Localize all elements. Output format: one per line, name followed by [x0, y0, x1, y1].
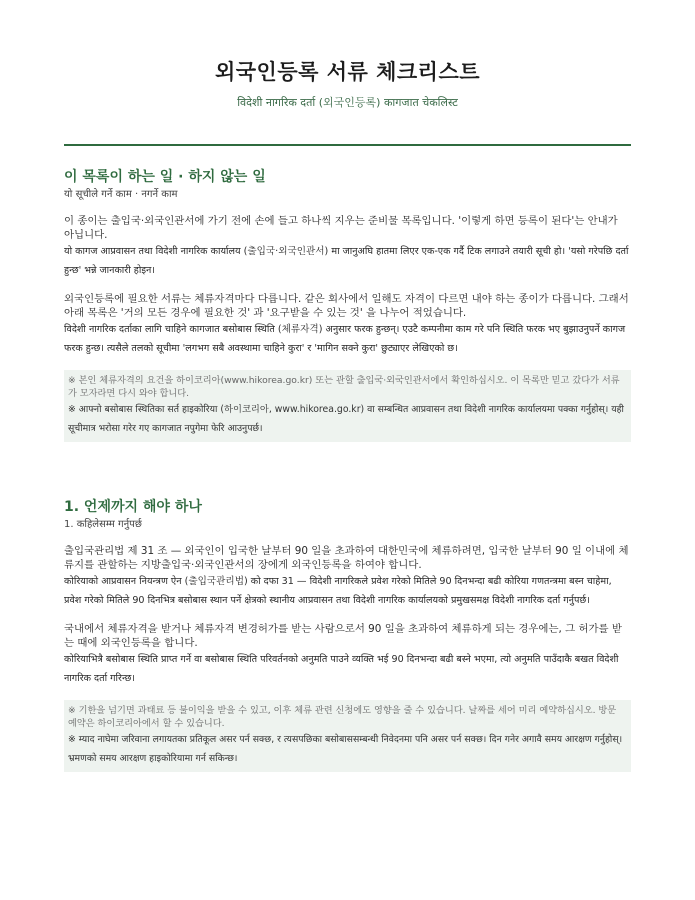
- document-header: [64, 0, 631, 110]
- paragraph-nepali: यो कागज आप्रवासन तथा विदेशी नागरिक कार्यालय (출입국·외국인관서) मा जानुअघि हातमा लिएर एक-एक गर्दै टिक लगाउने तयारी सूची हो। 'यसो गरेपछि दर्ता हुन्छ' भन्ने जानकारी होइन।: [64, 246, 629, 276]
- section-heading: 이 목록이 하는 일 · 하지 않는 일: [64, 169, 266, 185]
- note-nepali: ※ म्याद नाघेमा जरिवाना लगायतका प्रतिकूल असर पर्न सक्छ, र त्यसपछिका बसोबाससम्बन्धी निवेदनमा पनि असर पर्न सक्छ। दिन गनेर अगावै समय आरक्षण गर्नुहोस्। भ्रमणको समय आरक्षण हाइकोरियामा गर्न सकिन्छ।: [68, 734, 623, 764]
- section-scope: [64, 168, 631, 442]
- paragraph: [64, 214, 631, 280]
- note-korean: ※ 기한을 넘기면 과태료 등 불이익을 받을 수 있고, 이후 체류 관련 신청에도 영향을 줄 수 있습니다. 날짜를 세어 미리 예약하십시오. 방문 예약은 하이코리아에서 할 수 있습니다.: [68, 705, 617, 729]
- note-box: [64, 700, 631, 772]
- header-divider: [64, 144, 631, 146]
- paragraph: [64, 292, 631, 358]
- paragraph-nepali: विदेशी नागरिक दर्ताका लागि चाहिने कागजात बसोबास स्थिति (체류자격) अनुसार फरक हुन्छन्। एउटै कम्पनीमा काम गरे पनि स्थिति फरक भए बुझाउनुपर्ने कागज फरक हुन्छ। त्यसैले तलको सूचीमा 'लगभग सबै अवस्थामा चाहिने कुरा' र 'मागिन सक्ने कुरा' छुट्याएर लेखिएको छ।: [64, 324, 626, 354]
- note-korean: ※ 본인 체류자격의 요건을 하이코리아(www.hikorea.go.kr) 또는 관할 출입국·외국인관서에서 확인하십시오. 이 목록만 믿고 갔다가 서류가 모자라면 다시 와야 합니다.: [68, 375, 620, 399]
- paragraph: [64, 622, 631, 688]
- note-box: [64, 370, 631, 442]
- paragraph-korean: 국내에서 체류자격을 받거나 체류자격 변경허가를 받는 사람으로서 90 일을 초과하여 체류하게 되는 경우에는, 그 허가를 받는 때에 외국인등록을 합니다.: [64, 623, 622, 649]
- paragraph: [64, 544, 631, 610]
- paragraph-nepali: कोरियाभित्रै बसोबास स्थिति प्राप्त गर्ने वा बसोबास स्थिति परिवर्तनको अनुमति पाउने व्यक्ति भई 90 दिनभन्दा बढी बस्ने भएमा, त्यो अनुमति पाउँदाकै बखत विदेशी नागरिक दर्ता गरिन्छ।: [64, 654, 619, 684]
- paragraph-korean: 이 종이는 출입국·외국인관서에 가기 전에 손에 들고 하나씩 지우는 준비물 목록입니다. '이렇게 하면 등록이 된다'는 안내가 아닙니다.: [64, 215, 618, 241]
- section-subheading: 1. कहिलेसम्म गर्नुपर्छ: [64, 519, 142, 530]
- paragraph-korean: 출입국관리법 제 31 조 — 외국인이 입국한 날부터 90 일을 초과하여 대한민국에 체류하려면, 입국한 날부터 90 일 이내에 체류지를 관할하는 지방출입국·외국인관서의 장에게 외국인등록을 하여야 합니다.: [64, 545, 629, 571]
- paragraph-nepali: कोरियाको आप्रवासन नियन्त्रण ऐन (출입국관리법) को दफा 31 — विदेशी नागरिकले प्रवेश गरेको मितिले 90 दिनभन्दा बढी कोरिया गणतन्त्रमा बस्न चाहेमा, प्रवेश गरेको मितिले 90 दिनभित्र बसोबास स्थान पर्ने क्षेत्रको स्थानीय आप्रवासन तथा विदेशी नागरिक कार्यालयको प्रमुखसमक्ष विदेशी नागरिक दर्ता गर्नुपर्छ।: [64, 576, 612, 606]
- page-subtitle: विदेशी नागरिक दर्ता (외국인등록) कागजात चेकलिस्ट: [237, 96, 458, 109]
- section-subheading: यो सूचीले गर्ने काम · नगर्ने काम: [64, 189, 178, 200]
- note-nepali: ※ आफ्नो बसोबास स्थितिका सर्त हाइकोरिया (하이코리아, www.hikorea.go.kr) वा सम्बन्धित आप्रवासन तथा विदेशी नागरिक कार्यालयमा पक्का गर्नुहोस्। यही सूचीमात्र भरोसा गरेर गए कागजात नपुगेमा फेरि आउनुपर्छ।: [68, 404, 624, 434]
- section-deadline: [64, 498, 631, 772]
- page-title: 외국인등록 서류 체크리스트: [214, 60, 481, 84]
- section-heading: 1. 언제까지 해야 하나: [64, 499, 202, 515]
- paragraph-korean: 외국인등록에 필요한 서류는 체류자격마다 다릅니다. 같은 회사에서 일해도 자격이 다르면 내야 하는 종이가 다릅니다. 그래서 아래 목록은 '거의 모든 경우에 필요한 것' 과 '요구받을 수 있는 것' 을 나누어 적었습니다.: [64, 293, 629, 319]
